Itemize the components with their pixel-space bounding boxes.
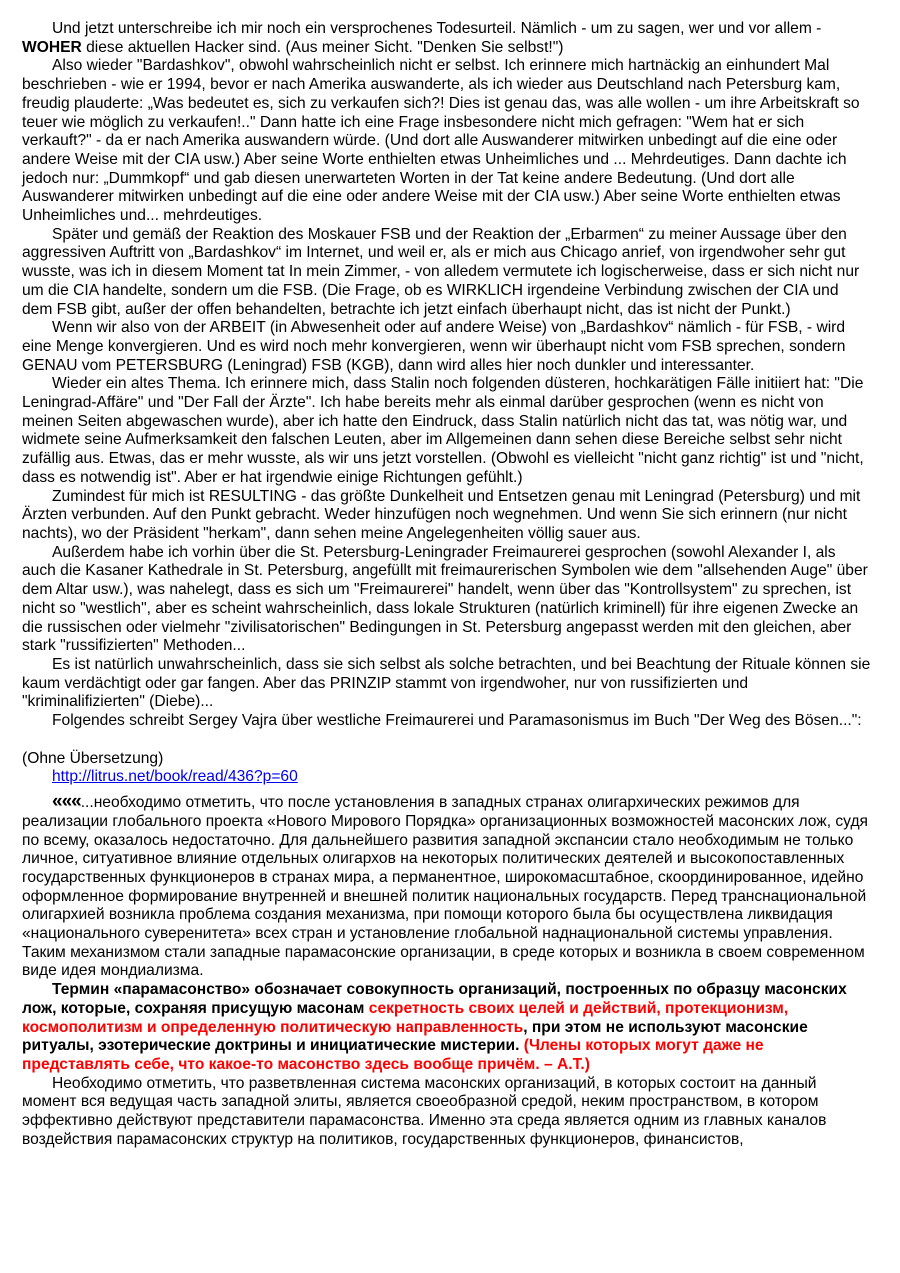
- paragraph-stalin: Wieder ein altes Thema. Ich erinnere mich, dass Stalin noch folgenden düsteren, hochkarätigen Fälle initiiert hat: "Die Leningrad-Affäre" und "Der Fall der Ärzte". Ich habe bereits mehr als einmal darüber gesprochen (wenn es nicht von meinen Seiten abgewaschen wurde), aber ich hatte den Eindruck, dass Stalin natürlich nicht das tat, was nötig war, und widmete seine Aufmerksamkeit den falschen Leuten, aber im Allgemeinen dann sehen diese Bereiche selbst sehr nicht zufällig aus. Etwas, das er mehr wusste, als wir uns jetzt vorstellen. (Obwohl es vielleicht "nicht ganz richtig" ist und "nicht, dass es notwendig ist". Aber er hat irgendwie einige Richtungen gefühlt.): [22, 375, 864, 486]
- source-link[interactable]: http://litrus.net/book/read/436?p=60: [52, 768, 298, 786]
- paragraph-death-sentence: Und jetzt unterschreibe ich mir noch ein versprochenes Todesurteil. Nämlich - um zu sagen, wer und vor allem - WOHER diese aktuellen Hacker sind. (Aus meiner Sicht. "Denken Sie selbst!"): [22, 20, 822, 56]
- paragraph-work-fsb: Wenn wir also von der ARBEIT (in Abwesenheit oder auf andere Weise) von „Bardashkov“ nämlich - für FSB, - wird eine Menge konvergieren. Und es wird noch mehr konvergieren, wenn wir überhaupt nicht vom FSB sprechen, sondern GENAU vom PETERSBURG (Leningrad) FSB (KGB), dann wird alles hier noch dunkler und interessanter.: [22, 319, 846, 374]
- paragraph-bardashkov: Also wieder "Bardashkov", obwohl wahrscheinlich nicht er selbst. Ich erinnere mich hartnäckig an einhundert Mal beschrieben - wie er 1994, bevor er nach Amerika auswanderte, als ich wieder aus Deutschland nach Petersburg kam, freudig plauderte: „Was bedeutet es, sich zu verkaufen sich?! Dies ist genau das, was alle wollen - um ihre Arbeitskraft so teuer wie möglich zu verkaufen!.." Dann hatte ich eine Frage insbesondere nicht mich gefragen: "Wem hat er sich verkauft?" - da er nach Amerika auswandern würde. (Und dort alle Auswanderer mitwirken unbedingt auf die eine oder andere Weise mit der CIA usw.) Aber seine Worte enthielten etwas Unheimliches und ... Mehrdeutiges. Dann dachte ich jedoch nur: „Dummkopf“ und gab diesen unerwarteten Worten in der Tat keine andere Bedeutung. (Und dort alle Auswanderer mitwirken unbedingt auf die eine oder andere Weise mit der CIA usw.) Aber seine Worte enthielten etwas Unheimliches und... mehrdeutiges.: [22, 57, 860, 225]
- red-author-note: (Члены которых могут даже не представлять себе, что какое-то масонство здесь вообще причём. – А.Т.): [22, 1037, 764, 1073]
- red-emphasis-secrecy: секретность своих целей и действий, протекционизм, космополитизм и определенную политическую направленность: [22, 999, 789, 1036]
- paragraph-freemasonry: Außerdem habe ich vorhin über die St. Petersburg-Leningrader Freimaurerei gesprochen (sowohl Alexander I, als auch die Kasaner Kathedrale in St. Petersburg, angefüllt mit freimaurerischen Symbolen wie dem "allsehenden Auge" über dem Altar usw.), was nahelegt, dass es sich um "Freimaurerei" handelt, wenn über das "Kontrollsystem" zu sprechen, ist nicht so "westlich", aber es scheint wahrscheinlich, dass lokale Strukturen (natürlich kriminell) für ihre eigenen Zwecke an die russischen oder vielmehr "zivilisatorischen" Bedingungen in St. Petersburg angepasst werden mit den gleichen, aber stark "russifizierten" Methoden...: [22, 543, 868, 655]
- blank-line: [22, 731, 872, 750]
- emphasis-woher: WOHER: [22, 38, 82, 56]
- paragraph-rituals: Es ist natürlich unwahrscheinlich, dass sie sich selbst als solche betrachten, und bei Beachtung der Rituale können sie kaum verdächtigt oder gar fangen. Aber das PRINZIP stammt von irgendwoher, nur von russifizierten und "kriminalifizierten" (Diebe)...: [22, 655, 871, 711]
- paragraph-resulting: Zumindest für mich ist RESULTING - das größte Dunkelheit und Entsetzen genau mit Leningrad (Petersburg) und mit Ärzten verbunden. Auf den Punkt gebracht. Weder hinzufügen noch wegnehmen. Und wenn Sie sich erinnern (nur nicht nachts), wo der Präsident "herkam", dann sehen meine Angelegenheiten völlig sauer aus.: [22, 487, 861, 542]
- russian-paragraph-paramasonry-definition: Термин «парамасонство» обозначает совокупность организаций, построенных по образцу масонских лож, которые, сохраняя присущую масонам секретность своих целей и действий, протекционизм, космополитизм и определенную политическую направленность, при этом не используют масонские ритуалы, эзотерические доктрины и инициатические мистерии. (Члены которых могут даже не представлять себе, что какое-то масонство здесь вообще причём. – А.Т.): [22, 981, 847, 1073]
- paragraph-vajra-intro: Folgendes schreibt Sergey Vajra über westliche Freimaurerei und Paramasonismus im Buch "Der Weg des Bösen...":: [52, 712, 862, 730]
- russian-paragraph-elite-network: Необходимо отметить, что разветвленная система масонских организаций, в которых состоит на данный момент вся ведущая часть западной элиты, является своеобразной средой, неким пространством, в котором эффективно действуют представители парамасонства. Именно эта среда является одним из главных каналов воздействия парамасонских структур на политиков, государственных функционеров, финансистов,: [22, 1074, 827, 1148]
- russian-paragraph-oligarchy: «««...необходимо отметить, что после установления в западных странах олигархических режимов для реализации глобального проекта «Нового Мирового Порядка» организационных возможностей масонских лож, судя по всему, оказалось недостаточно. Для дальнейшего развития западной экспансии стало необходимым не только личное, ситуативное влияние отдельных олигархов на некоторых политических деятелей и высокопоставленных государственных функционеров в странах мира, а перманентное, широкомасштабное, скоординированное, идейно оформленное формирование внутренней и внешней политик национальных государств. Перед транснациональной олигархией возникла проблема создания механизма, при помощи которого была бы осуществлена ликвидация «национального суверенитета» всех стран и установление глобальной наднациональной системы управления. Таким механизмом стали западные парамасонские организации, в среде которых и возникла в своем современном виде идея мондиализма.: [22, 791, 868, 980]
- paragraph-fsb-reaction: Später und gemäß der Reaktion des Moskauer FSB und der Reaktion der „Erbarmen“ zu meiner Aussage über den aggressiven Auftritt von „Bardashkov“ im Internet, und weil er, als er mich aus Chicago anrief, von irgendwoher sehr gut wusste, was ich in diesem Moment tat In mein Zimmer, - von alledem vermutete ich logischerweise, dass er sich nicht nur um die CIA handelte, sondern um die FSB. (Die Frage, ob es WIRKLICH irgendeine Verbindung zwischen der CIA und dem FSB gibt, außer der offen behandelten, betrachte ich jetzt einfach überhaupt nicht, das ist nicht der Punkt.): [22, 225, 860, 318]
- no-translation-note: (Ohne Übersetzung): [22, 749, 164, 767]
- opening-quote-mark: «««: [52, 791, 81, 813]
